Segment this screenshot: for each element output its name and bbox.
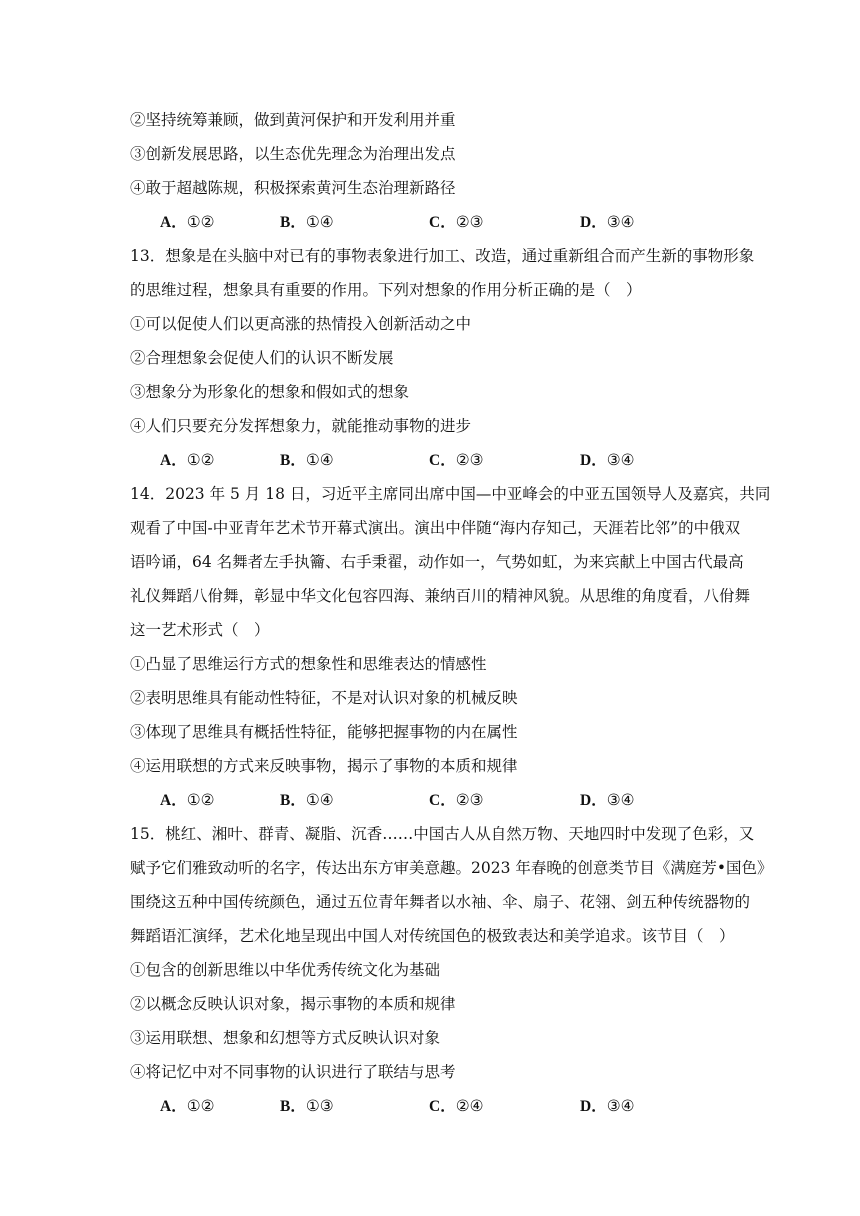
q13-option-2: ②合理想象会促使人们的认识不断发展: [130, 349, 394, 367]
q12-choice-a[interactable]: A．①②: [160, 213, 215, 231]
q15-option-2: ②以概念反映认识对象，揭示事物的本质和规律: [130, 995, 456, 1013]
q13-stem-line-1: 13．想象是在头脑中对已有的事物表象进行加工、改造，通过重新组合而产生新的事物形象: [130, 247, 755, 265]
q15-choice-c[interactable]: C．②④: [429, 1097, 484, 1115]
q12-choice-d[interactable]: D．③④: [580, 213, 635, 231]
q12-choice-b[interactable]: B．①④: [280, 213, 334, 231]
q14-option-1: ①凸显了思维运行方式的想象性和思维表达的情感性: [130, 655, 487, 673]
q15-choice-b[interactable]: B．①③: [280, 1097, 334, 1115]
q14-stem-line-5: 这一艺术形式（ ）: [130, 621, 270, 639]
q14-choice-a[interactable]: A．①②: [160, 791, 215, 809]
q14-choice-d[interactable]: D．③④: [580, 791, 635, 809]
q14-stem-line-1: 14．2023 年 5 月 18 日，习近平主席同出席中国—中亚峰会的中亚五国领导人及嘉宾，共同: [130, 485, 771, 503]
q13-option-3: ③想象分为形象化的想象和假如式的想象: [130, 383, 410, 401]
q12-option-3: ③创新发展思路，以生态优先理念为治理出发点: [130, 145, 456, 163]
q13-stem-line-2: 的思维过程，想象具有重要的作用。下列对想象的作用分析正确的是（ ）: [130, 281, 642, 299]
q12-choice-c[interactable]: C．②③: [429, 213, 484, 231]
q15-option-3: ③运用联想、想象和幻想等方式反映认识对象: [130, 1029, 441, 1047]
q12-option-2: ②坚持统筹兼顾，做到黄河保护和开发利用并重: [130, 111, 456, 129]
q15-choices: [160, 1096, 720, 1116]
q13-option-4: ④人们只要充分发挥想象力，就能推动事物的进步: [130, 417, 472, 435]
q14-option-2: ②表明思维具有能动性特征，不是对认识对象的机械反映: [130, 689, 518, 707]
q13-choice-c[interactable]: C．②③: [429, 451, 484, 469]
q15-option-1: ①包含的创新思维以中华优秀传统文化为基础: [130, 961, 441, 979]
q15-option-4: ④将记忆中对不同事物的认识进行了联结与思考: [130, 1063, 456, 1081]
q14-choice-b[interactable]: B．①④: [280, 791, 334, 809]
q15-choice-d[interactable]: D．③④: [580, 1097, 635, 1115]
q14-stem-line-4: 礼仪舞蹈八佾舞，彰显中华文化包容四海、兼纳百川的精神风貌。从思维的角度看，八佾舞: [130, 587, 751, 605]
q13-choice-b[interactable]: B．①④: [280, 451, 334, 469]
q15-stem-line-3: 围绕这五种中国传统颜色，通过五位青年舞者以水袖、伞、扇子、花翎、剑五种传统器物的: [130, 893, 751, 911]
q13-choice-a[interactable]: A．①②: [160, 451, 215, 469]
q14-stem-line-2: 观看了中国-中亚青年艺术节开幕式演出。演出中伴随“海内存知己，天涯若比邻”的中俄双: [130, 519, 741, 537]
q14-choice-c[interactable]: C．②③: [429, 791, 484, 809]
q14-choices: [160, 790, 720, 810]
q15-stem-line-2: 赋予它们雅致动听的名字，传达出东方审美意趣。2023 年春晚的创意类节目《满庭芳•国色》: [130, 859, 773, 877]
q13-option-1: ①可以促使人们以更高涨的热情投入创新活动之中: [130, 315, 472, 333]
q15-choice-a[interactable]: A．①②: [160, 1097, 215, 1115]
q12-choices: [160, 212, 720, 232]
q14-option-3: ③体现了思维具有概括性特征，能够把握事物的内在属性: [130, 723, 518, 741]
q15-stem-line-1: 15．桃红、湘叶、群青、凝脂、沉香……中国古人从自然万物、天地四时中发现了色彩，又: [130, 825, 755, 843]
q12-option-4: ④敢于超越陈规，积极探索黄河生态治理新路径: [130, 179, 456, 197]
q13-choices: [160, 450, 720, 470]
q14-stem-line-3: 语吟诵，64 名舞者左手执籥、右手秉翟，动作如一，气势如虹，为来宾献上中国古代最高: [130, 553, 744, 571]
q13-choice-d[interactable]: D．③④: [580, 451, 635, 469]
q14-option-4: ④运用联想的方式来反映事物，揭示了事物的本质和规律: [130, 757, 518, 775]
q15-stem-line-4: 舞蹈语汇演绎，艺术化地呈现出中国人对传统国色的极致表达和美学追求。该节目（ ）: [130, 927, 735, 945]
